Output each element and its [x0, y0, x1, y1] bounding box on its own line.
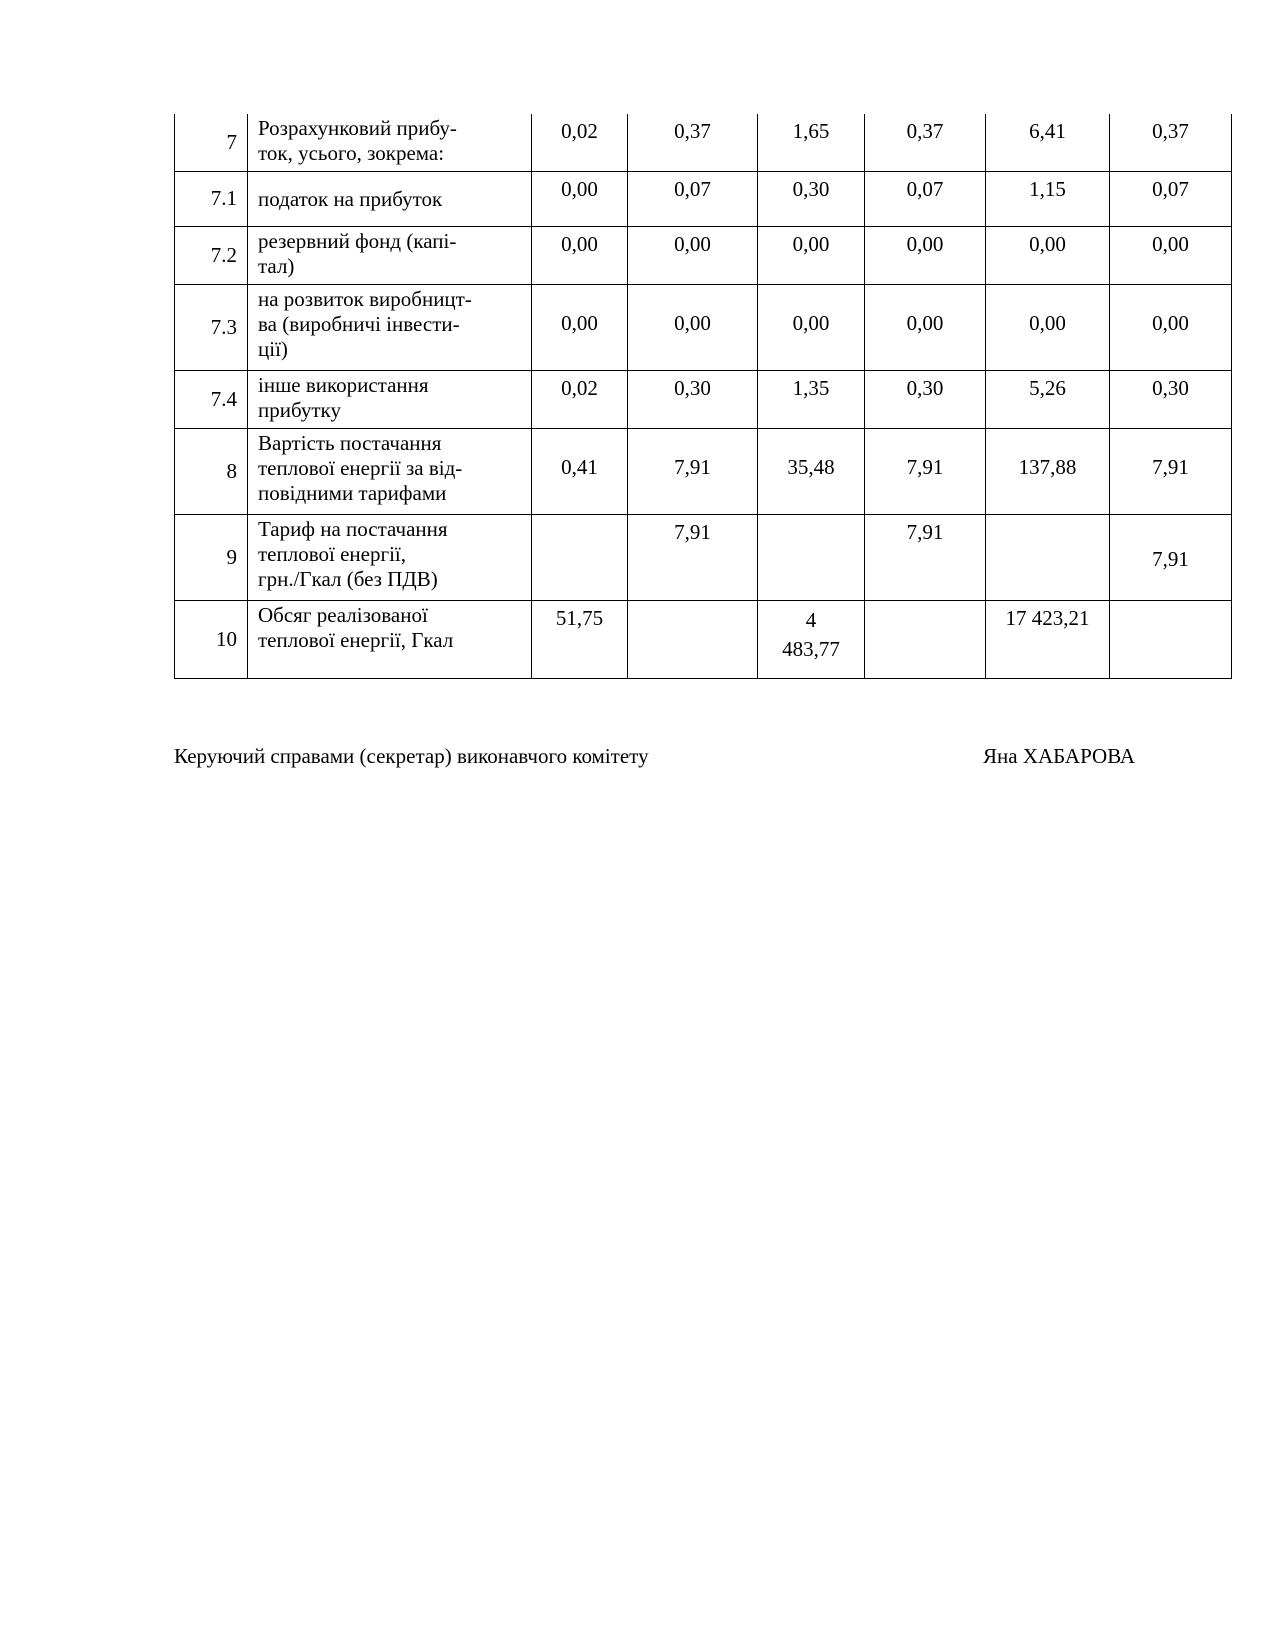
value-cell: 0,00: [532, 284, 628, 370]
value-cell: 0,37: [1110, 114, 1232, 171]
row-number: 7: [175, 114, 248, 171]
table-row: [175, 600, 1232, 678]
table-row: [175, 226, 1232, 284]
row-description: [248, 226, 532, 284]
value-cell: [865, 600, 986, 678]
wrapped-value: 4 483,77: [782, 607, 840, 661]
value-cell: [758, 600, 865, 678]
value-cell: 1,65: [758, 114, 865, 171]
value-cell: 7,91: [628, 514, 758, 600]
description-line: Вартість постачання: [258, 430, 442, 455]
description-line: теплової енергії за від-: [258, 455, 463, 480]
value-cell: 0,02: [532, 114, 628, 171]
signatory-name: Яна ХАБАРОВА: [983, 744, 1136, 768]
row-number: 7.3: [175, 284, 248, 370]
description-line: ції): [258, 336, 288, 361]
value-cell: 0,41: [532, 428, 628, 514]
table-row: [175, 284, 1232, 370]
value-cell: 0,37: [628, 114, 758, 171]
value-cell: 0,00: [865, 226, 986, 284]
value-cell: [986, 514, 1110, 600]
row-description: [248, 171, 532, 226]
value-cell: 0,02: [532, 370, 628, 428]
description-line: тал): [258, 253, 295, 278]
value-cell: 7,91: [865, 514, 986, 600]
value-cell: 0,30: [1110, 370, 1232, 428]
row-number: 7.2: [175, 226, 248, 284]
row-number: 10: [175, 600, 248, 678]
value-cell: 51,75: [532, 600, 628, 678]
table-row: [175, 370, 1232, 428]
description-line: повідними тарифами: [258, 480, 447, 505]
row-description: [248, 284, 532, 370]
description-line: прибутку: [258, 397, 341, 422]
description-line: на розвиток виробницт-: [258, 286, 472, 311]
value-cell: 0,00: [1110, 284, 1232, 370]
value-cell: 0,00: [758, 226, 865, 284]
description-line: теплової енергії,: [258, 541, 406, 566]
value-cell: 0,30: [628, 370, 758, 428]
row-number: 7.1: [175, 171, 248, 226]
description-line: Тариф на постачання: [258, 516, 448, 541]
value-cell: 0,07: [865, 171, 986, 226]
value-cell: 0,30: [758, 171, 865, 226]
signatory-position: Керуючий справами (секретар) виконавчого комітету: [174, 744, 649, 768]
value-cell: 0,00: [1110, 226, 1232, 284]
description-line: Розрахунковий прибу-: [258, 116, 457, 140]
value-cell: 17 423,21: [986, 600, 1110, 678]
value-cell: [628, 600, 758, 678]
value-cell: 0,00: [986, 226, 1110, 284]
value-cell: 7,91: [628, 428, 758, 514]
value-cell: 0,00: [532, 171, 628, 226]
value-cell: 6,41: [986, 114, 1110, 171]
value-cell: 0,00: [628, 226, 758, 284]
row-description: [248, 600, 532, 678]
description-line: резервний фонд (капі-: [258, 228, 457, 253]
row-description: [248, 514, 532, 600]
table-row: [175, 514, 1232, 600]
value-cell: 0,07: [1110, 171, 1232, 226]
value-cell: [1110, 600, 1232, 678]
value-cell: 0,37: [865, 114, 986, 171]
value-cell: 0,30: [865, 370, 986, 428]
value-cell: 7,91: [865, 428, 986, 514]
description-line: Обсяг реалізованої: [258, 602, 428, 627]
value-cell: 0,00: [986, 284, 1110, 370]
tariff-table: [174, 114, 1232, 679]
description-line: ва (виробничі інвести-: [258, 311, 460, 336]
value-cell: 1,35: [758, 370, 865, 428]
value-cell: 7,91: [1110, 514, 1232, 600]
value-cell: 0,00: [865, 284, 986, 370]
description-line: грн./Гкал (без ПДВ): [258, 566, 438, 591]
value-cell: 1,15: [986, 171, 1110, 226]
description-line: теплової енергії, Гкал: [258, 627, 454, 652]
description-line: інше використання: [258, 372, 429, 397]
value-cell: [758, 514, 865, 600]
table-row: [175, 114, 1232, 171]
value-cell: 5,26: [986, 370, 1110, 428]
value-cell: 0,00: [532, 226, 628, 284]
value-cell: 137,88: [986, 428, 1110, 514]
value-cell: 0,07: [628, 171, 758, 226]
row-number: 8: [175, 428, 248, 514]
row-description: [248, 114, 532, 171]
row-description: [248, 428, 532, 514]
description-line: податок на прибуток: [258, 187, 443, 211]
table-row: [175, 428, 1232, 514]
row-number: 9: [175, 514, 248, 600]
description-line: ток, усього, зокрема:: [258, 141, 445, 165]
value-cell: 0,00: [758, 284, 865, 370]
row-description: [248, 370, 532, 428]
value-cell: 7,91: [1110, 428, 1232, 514]
value-cell: [532, 514, 628, 600]
row-number: 7.4: [175, 370, 248, 428]
table-row: [175, 171, 1232, 226]
value-cell: 0,00: [628, 284, 758, 370]
value-cell: 35,48: [758, 428, 865, 514]
